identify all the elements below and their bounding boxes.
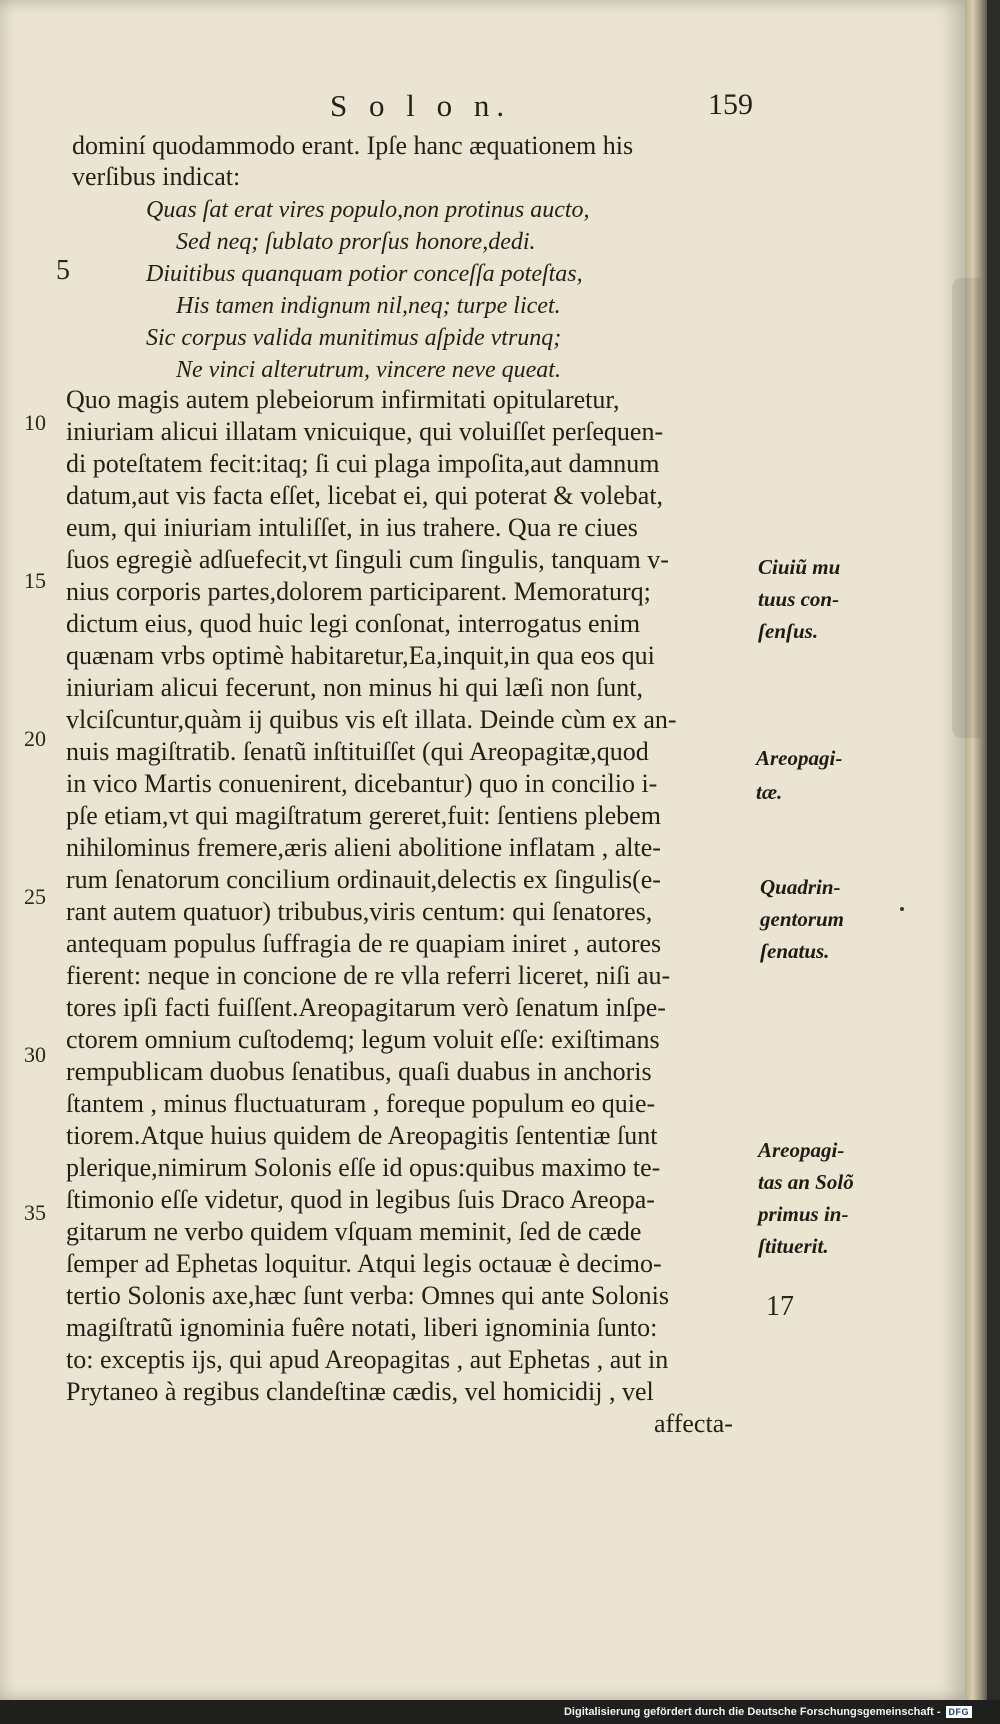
body-line: verſibus indicat: [72, 162, 241, 191]
body-line: nius corporis partes,dolorem participarent. Memoraturq; [66, 577, 651, 606]
credit-text: Digitalisierung gefördert durch die Deutsche Forschungsgemeinschaft - [563, 1706, 941, 1718]
verse-line: Diuitibus quanquam potior conceſſa poteſtas, [146, 261, 583, 287]
line-number: 10 [24, 410, 46, 435]
body-line: datum,aut vis facta eſſet, licebat ei, qui poterat & volebat, [66, 481, 664, 510]
body-line: nuis magiſtratib. ſenatũ inſtituiſſet (qui Areopagitæ,quod [66, 737, 649, 766]
line-number: 5 [56, 255, 70, 286]
body-line: iniuriam alicui fecerunt, non minus hi qui læſi non ſunt, [66, 673, 643, 702]
side-note-line: gentorum [760, 907, 845, 931]
body-line: tores ipſi facti fuiſſent.Areopagitarum verò ſenatum inſpe- [66, 993, 666, 1022]
body-line: iniuriam alicui illatam vnicuique, qui voluiſſet perſequen- [66, 417, 664, 446]
body-line: to: exceptis ijs, qui apud Areopagitas , aut Ephetas , aut in [66, 1345, 669, 1374]
dfg-logo: DFG [946, 1706, 973, 1718]
body-line: nihilominus fremere,æris alieni abolitione inflatam , alte- [66, 833, 661, 862]
side-note-line: Areopagi- [758, 1138, 845, 1162]
body-line: eum, qui iniuriam intuliſſet, in ius trahere. Qua re ciues [66, 513, 638, 542]
thumb-tab-shadow [952, 278, 980, 738]
body-line: Quo magis autem plebeiorum infirmitati opitularetur, [66, 385, 620, 414]
digitization-credit [564, 1703, 972, 1721]
verse-line: Ne vinci alterutrum, vincere neve queat. [176, 357, 561, 383]
body-line: rant autem quatuor) tribubus,viris centum: qui ſenatores, [66, 897, 653, 926]
body-line: in vico Martis conuenirent, dicebantur) quo in concilio i- [66, 769, 658, 798]
side-note-line: ſtituerit. [758, 1234, 829, 1258]
body-line: tiorem.Atque huius quidem de Areopagitis ſententiæ ſunt [66, 1121, 658, 1150]
body-line: dictum eius, quod huic legi conſonat, interrogatus enim [66, 609, 641, 638]
body-line: rempublicam duobus ſenatibus, quaſi duabus in anchoris [66, 1057, 652, 1086]
body-line: di poteſtatem fecit:itaq; ſi cui plaga impoſita,aut damnum [66, 449, 660, 478]
body-line: ſtimonio eſſe videtur, quod in legibus ſuis Draco Areopa- [66, 1185, 655, 1214]
body-line: tertio Solonis axe,hæc ſunt verba: Omnes qui ante Solonis [66, 1281, 669, 1310]
verse-line: Sed neq; ſublato prorſus honore,dedi. [176, 229, 536, 255]
body-line: Prytaneo à regibus clandeſtinæ cædis, vel homicidij , vel [66, 1377, 654, 1406]
line-number: 15 [24, 568, 46, 593]
verse-line: His tamen indignum nil,neq; turpe licet. [176, 293, 561, 319]
body-line: plerique,nimirum Solonis eſſe id opus:quibus maximo te- [66, 1153, 661, 1182]
side-note-line: Quadrin- [760, 875, 841, 899]
body-line: antequam populus ſuffragia de re quapiam iniret , autores [66, 929, 662, 958]
body-line: ſemper ad Ephetas loquitur. Atqui legis octauæ è decimo- [66, 1249, 662, 1278]
side-note-line: ſenatus. [760, 939, 830, 963]
catchword: affecta- [654, 1409, 733, 1438]
side-note-line: tas an Solõ [758, 1170, 854, 1194]
running-head: S o l o n. [330, 88, 512, 123]
line-number: 25 [24, 884, 46, 909]
body-line: ctorem omnium cuſtodemq; legum voluit eſſe: exiſtimans [66, 1025, 660, 1054]
line-number: 30 [24, 1042, 46, 1067]
verse-line: Sic corpus valida munitimus aſpide vtrunq; [146, 325, 562, 351]
body-line: ſtantem , minus fluctuaturam , foreque populum eo quie- [66, 1089, 656, 1118]
line-number: 35 [24, 1200, 46, 1225]
line-number: 20 [24, 726, 46, 751]
body-line: quænam vrbs optimè habitaretur,Ea,inquit,in qua eos qui [66, 641, 655, 670]
side-note-line: tæ. [756, 780, 783, 804]
body-line: dominí quodammodo erant. Ipſe hanc æquationem his [72, 131, 634, 160]
page-edge [965, 0, 987, 1700]
ink-dot [900, 907, 904, 911]
side-note-line: ſenſus. [758, 619, 819, 643]
body-line: fierent: neque in concione de re vlla referri liceret, niſi au- [66, 961, 671, 990]
side-note-line: Ciuiũ mu [758, 555, 841, 579]
body-line: pſe etiam,vt qui magiſtratum gereret,fuit: ſentiens plebem [66, 801, 661, 830]
body-line: gitarum ne verbo quidem vſquam meminit, ſed de cæde [66, 1217, 642, 1246]
page-number: 159 [708, 88, 753, 121]
body-line: vlciſcuntur,quàm ij quibus vis eſt illata. Deinde cùm ex an- [66, 705, 677, 734]
verse-line: Quas ſat erat vires populo,non protinus aucto, [146, 197, 590, 223]
side-note-line: primus in- [758, 1202, 849, 1226]
margin-reference-number: 17 [766, 1291, 794, 1322]
side-note-line: tuus con- [758, 587, 840, 611]
body-line: magiſtratũ ignominia fuêre notati, liberi ignominia ſunto: [66, 1313, 658, 1342]
body-line: ſuos egregiè adſuefecit,vt ſinguli cum ſingulis, tanquam v- [66, 545, 669, 574]
body-line: rum ſenatorum concilium ordinauit,delectis ex ſingulis(e- [66, 865, 661, 894]
side-note-line: Areopagi- [756, 746, 843, 770]
